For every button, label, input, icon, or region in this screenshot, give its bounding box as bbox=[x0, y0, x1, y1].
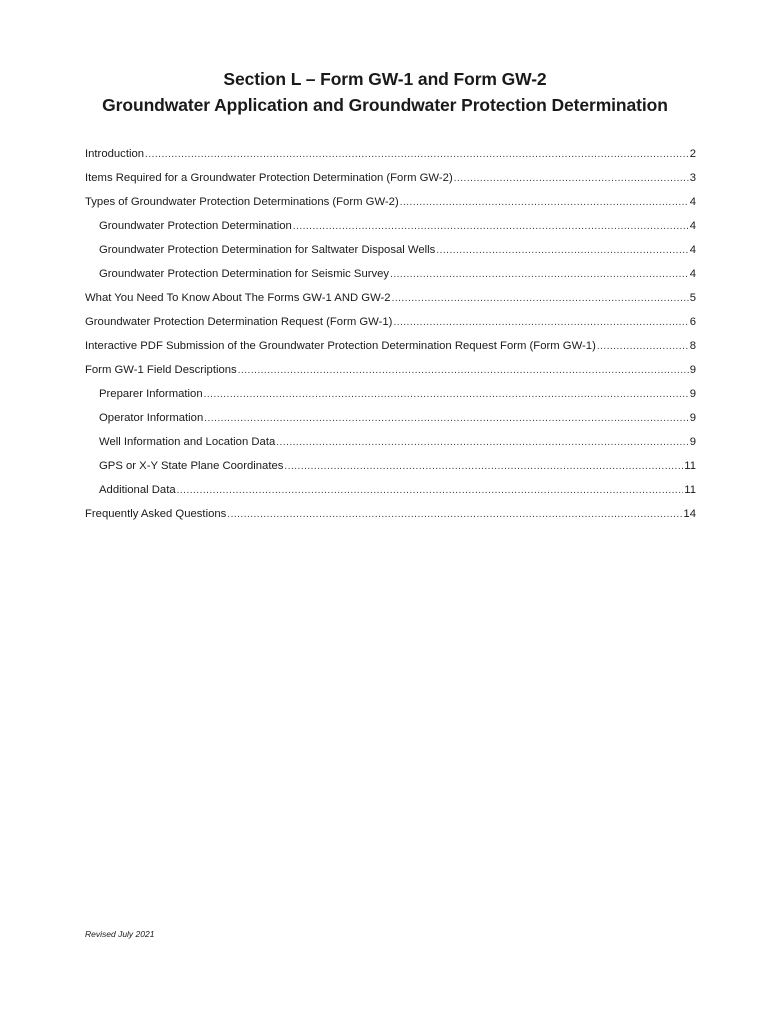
toc-entry[interactable] bbox=[85, 334, 696, 358]
toc-entry-label: What You Need To Know About The Forms GW-1 AND GW-2 bbox=[85, 292, 391, 304]
toc-entry[interactable] bbox=[85, 358, 696, 382]
title-line-2: Groundwater Application and Groundwater Protection Determination bbox=[102, 95, 668, 115]
toc-entry-page-number: 4 bbox=[689, 220, 696, 232]
toc-entry-label: Introduction bbox=[85, 148, 145, 160]
toc-entry-page-number: 4 bbox=[689, 244, 696, 256]
toc-entry[interactable] bbox=[85, 430, 696, 454]
toc-entry-label: Operator Information bbox=[99, 412, 204, 424]
toc-dot-leader bbox=[227, 503, 682, 527]
toc-dot-leader bbox=[238, 359, 689, 383]
toc-dot-leader bbox=[436, 239, 688, 263]
toc-entry-label: Groundwater Protection Determination Request (Form GW-1) bbox=[85, 316, 393, 328]
toc-entry[interactable] bbox=[85, 502, 696, 526]
toc-dot-leader bbox=[177, 479, 684, 503]
toc-entry-page-number: 9 bbox=[689, 436, 696, 448]
toc-dot-leader bbox=[400, 191, 689, 215]
toc-dot-leader bbox=[204, 383, 689, 407]
toc-entry-label: Additional Data bbox=[99, 484, 176, 496]
toc-dot-leader bbox=[393, 311, 688, 335]
toc-entry-label: Groundwater Protection Determination for Saltwater Disposal Wells bbox=[99, 244, 436, 256]
toc-entry-page-number: 3 bbox=[689, 172, 696, 184]
toc-entry-page-number: 4 bbox=[689, 196, 696, 208]
toc-entry-page-number: 9 bbox=[689, 364, 696, 376]
toc-dot-leader bbox=[293, 215, 689, 239]
toc-entry-page-number: 9 bbox=[689, 412, 696, 424]
toc-dot-leader bbox=[390, 263, 689, 287]
toc-entry-label: Groundwater Protection Determination for Seismic Survey bbox=[99, 268, 390, 280]
toc-dot-leader bbox=[204, 407, 688, 431]
toc-entry-label: Frequently Asked Questions bbox=[85, 508, 227, 520]
toc-entry-label: GPS or X-Y State Plane Coordinates bbox=[99, 460, 284, 472]
toc-entry[interactable] bbox=[85, 310, 696, 334]
toc-entry-label: Items Required for a Groundwater Protection Determination (Form GW-2) bbox=[85, 172, 453, 184]
toc-entry-label: Interactive PDF Submission of the Groundwater Protection Determination Request Form (Form GW-1) bbox=[85, 340, 596, 352]
toc-entry-page-number: 14 bbox=[683, 508, 696, 520]
toc-entry[interactable] bbox=[85, 406, 696, 430]
toc-dot-leader bbox=[392, 287, 689, 311]
table-of-contents bbox=[85, 142, 696, 526]
toc-entry-page-number: 11 bbox=[684, 484, 696, 496]
toc-entry-label: Form GW-1 Field Descriptions bbox=[85, 364, 237, 376]
toc-entry-page-number: 6 bbox=[689, 316, 696, 328]
toc-entry[interactable] bbox=[85, 454, 696, 478]
toc-entry[interactable] bbox=[85, 190, 696, 214]
toc-dot-leader bbox=[284, 455, 683, 479]
toc-entry-page-number: 11 bbox=[684, 460, 696, 472]
toc-entry-label: Well Information and Location Data bbox=[99, 436, 276, 448]
toc-entry-page-number: 5 bbox=[689, 292, 696, 304]
toc-entry-page-number: 9 bbox=[689, 388, 696, 400]
toc-entry-page-number: 2 bbox=[689, 148, 696, 160]
toc-dot-leader bbox=[454, 167, 689, 191]
title-line-1: Section L – Form GW-1 and Form GW-2 bbox=[223, 69, 547, 89]
toc-entry[interactable] bbox=[85, 478, 696, 502]
toc-entry-page-number: 4 bbox=[689, 268, 696, 280]
document-title bbox=[0, 66, 770, 118]
toc-entry[interactable] bbox=[85, 262, 696, 286]
toc-entry-page-number: 8 bbox=[689, 340, 696, 352]
toc-entry[interactable] bbox=[85, 286, 696, 310]
toc-dot-leader bbox=[276, 431, 688, 455]
toc-entry-label: Groundwater Protection Determination bbox=[99, 220, 292, 232]
toc-entry-label: Preparer Information bbox=[99, 388, 203, 400]
toc-entry[interactable] bbox=[85, 238, 696, 262]
toc-entry-label: Types of Groundwater Protection Determinations (Form GW-2) bbox=[85, 196, 399, 208]
toc-entry[interactable] bbox=[85, 214, 696, 238]
toc-dot-leader bbox=[145, 143, 689, 167]
revision-note: Revised July 2021 bbox=[85, 929, 155, 939]
toc-entry[interactable] bbox=[85, 382, 696, 406]
toc-dot-leader bbox=[597, 335, 689, 359]
toc-entry[interactable] bbox=[85, 142, 696, 166]
toc-entry[interactable] bbox=[85, 166, 696, 190]
